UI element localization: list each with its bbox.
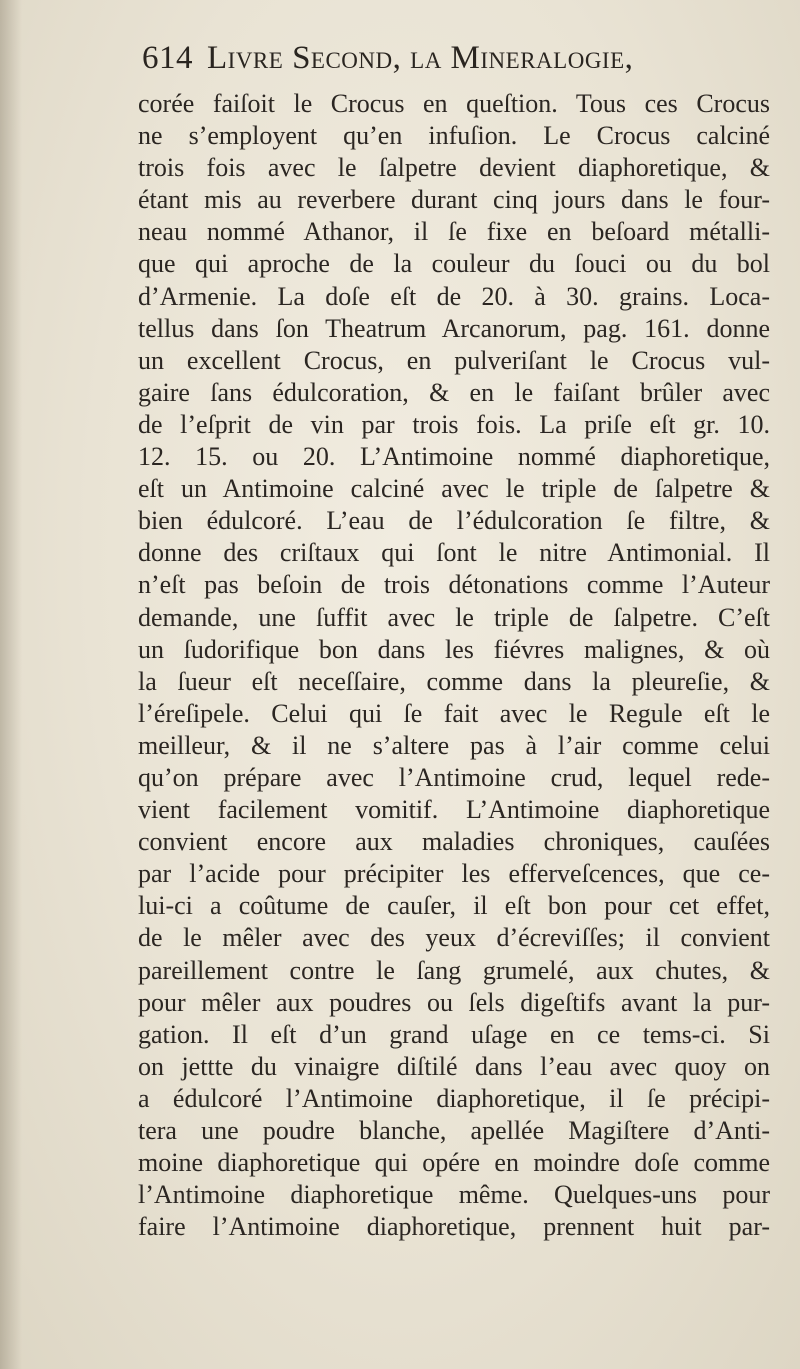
text-line: corée faiſoit le Crocus en queſtion. Tous ces Crocus — [138, 89, 770, 118]
text-line: un ſudorifique bon dans les fiévres malignes, & où — [138, 634, 770, 664]
text-line: d’Armenie. La doſe eſt de 20. à 30. grains. Loca- — [138, 281, 770, 311]
text-line: pour mêler aux poudres ou ſels digeſtifs avant la pur- — [138, 987, 770, 1017]
text-line: étant mis au reverbere durant cinq jours dans le four- — [138, 185, 770, 215]
text-line: la ſueur eſt neceſſaire, comme dans la pleureſie, & — [138, 666, 770, 696]
text-line: donne des criſtaux qui ſont le nitre Antimonial. Il — [138, 538, 770, 568]
text-line: eſt un Antimoine calciné avec le triple de ſalpetre & — [138, 474, 770, 504]
text-line: moine diaphoretique qui opére en moindre doſe comme — [138, 1148, 770, 1178]
text-line: tellus dans ſon Theatrum Arcanorum, pag. 161. donne — [138, 313, 770, 343]
text-line: lui-ci a coûtume de cauſer, il eſt bon pour cet effet, — [138, 891, 770, 921]
text-line: ne s’employent qu’en infuſion. Le Crocus calciné — [138, 121, 770, 151]
text-line: neau nommé Athanor, il ſe fixe en beſoard métalli- — [138, 217, 770, 247]
text-line: on jettte du vinaigre diſtilé dans l’eau avec quoy on — [138, 1051, 770, 1081]
text-line: faire l’Antimoine diaphoretique, prennent huit par- — [138, 1212, 770, 1242]
text-line: gaire ſans édulcoration, & en le faiſant brûler avec — [138, 377, 770, 407]
text-line: demande, une ſuffit avec le triple de ſalpetre. C’eſt — [138, 602, 770, 632]
text-line: bien édulcoré. L’eau de l’édulcoration ſe filtre, & — [138, 506, 770, 536]
text-line: convient encore aux maladies chroniques, cauſées — [138, 827, 770, 857]
page-header — [142, 40, 782, 90]
text-line: de l’eſprit de vin par trois fois. La priſe eſt gr. 10. — [138, 409, 770, 439]
text-line: gation. Il eſt d’un grand uſage en ce tems-ci. Si — [138, 1019, 770, 1049]
text-line: l’éreſipele. Celui qui ſe fait avec le Regule eſt le — [138, 698, 770, 728]
text-line: qu’on prépare avec l’Antimoine crud, lequel rede- — [138, 762, 770, 792]
text-line: trois fois avec le ſalpetre devient diaphoretique, & — [138, 153, 770, 183]
text-line: un excellent Crocus, en pulveriſant le Crocus vul- — [138, 345, 770, 375]
text-line: 12. 15. ou 20. L’Antimoine nommé diaphoretique, — [138, 442, 770, 472]
text-line: vient facilement vomitif. L’Antimoine diaphoretique — [138, 795, 770, 825]
text-line: meilleur, & il ne s’altere pas à l’air comme celui — [138, 730, 770, 760]
text-line: tera une poudre blanche, apellée Magiſtere d’Anti- — [138, 1116, 770, 1145]
text-line: pareillement contre le ſang grumelé, aux chutes, & — [138, 955, 770, 985]
text-line: que qui aproche de la couleur du ſouci ou du bol — [138, 249, 770, 279]
text-line: a édulcoré l’Antimoine diaphoretique, il ſe précipi- — [138, 1083, 770, 1113]
page-number: 614 — [142, 40, 193, 76]
text-line: n’eſt pas beſoin de trois détonations comme l’Auteur — [138, 570, 770, 600]
text-line: de le mêler avec des yeux d’écreviſſes; il convient — [138, 923, 770, 953]
text-line: par l’acide pour précipiter les efferveſcences, que ce- — [138, 859, 770, 889]
running-title: Livre Second, la Mineralogie, — [207, 40, 634, 76]
text-line: l’Antimoine diaphoretique même. Quelques-uns pour — [138, 1180, 770, 1210]
body-text — [138, 88, 770, 1308]
